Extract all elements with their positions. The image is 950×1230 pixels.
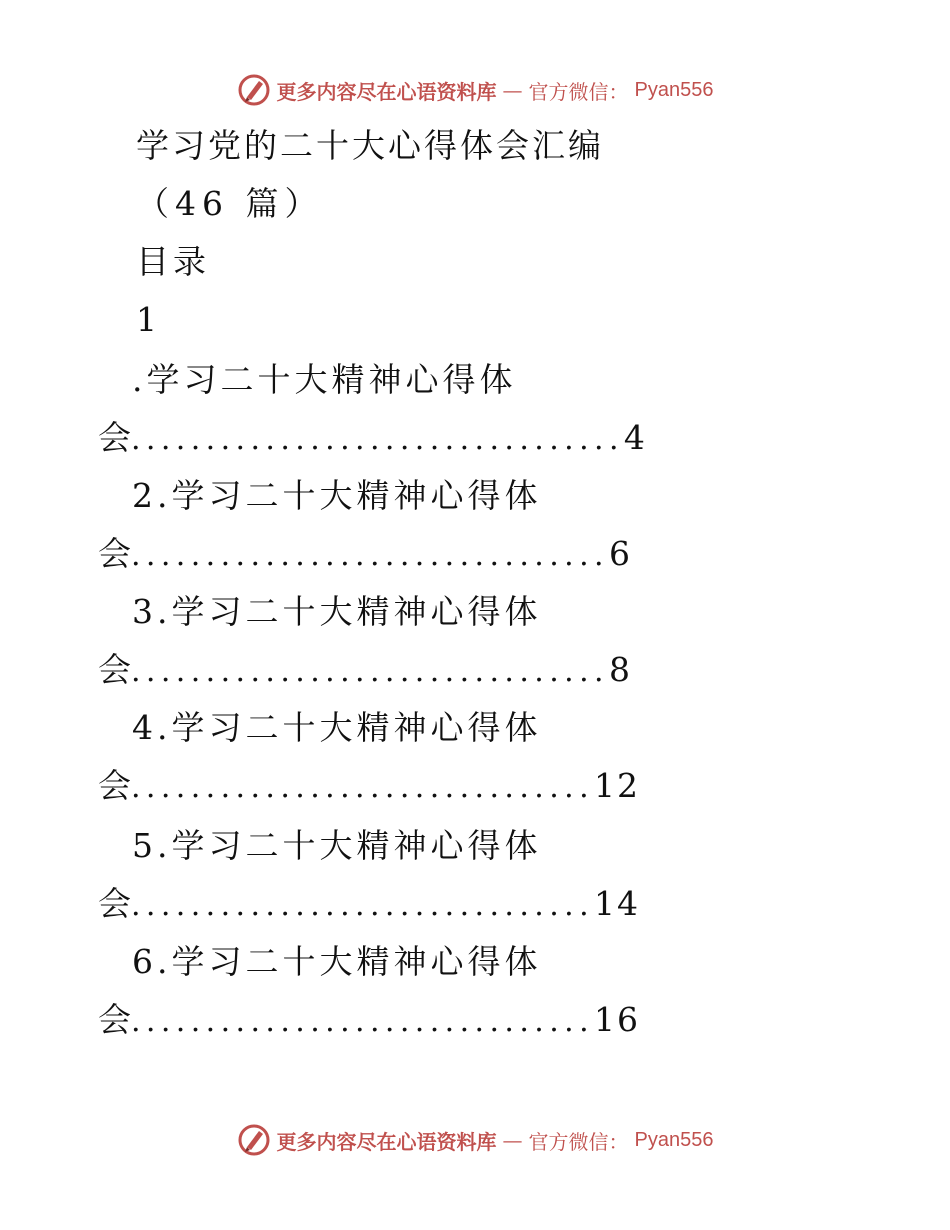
toc-entry-dots: ................................. <box>131 422 624 457</box>
toc-entry-row[interactable] <box>98 766 640 808</box>
toc-entry-row[interactable] <box>98 534 632 576</box>
pen-logo-icon <box>237 73 271 107</box>
toc-entry-row[interactable] <box>98 418 647 460</box>
toc-entry-dots: ............................... <box>131 1004 595 1039</box>
toc-entry-dots: ................................ <box>131 538 609 573</box>
toc-entry-page: 6 <box>608 534 632 573</box>
toc-entry-page: 16 <box>594 1000 641 1039</box>
toc-entry-dots: ............................... <box>131 888 595 923</box>
banner-wechat-id: Pyan556 <box>634 78 714 101</box>
toc-entry-title: 5.学习二十大精神心得体 <box>132 826 542 865</box>
toc-entry-page: 4 <box>623 418 647 457</box>
toc-entry-row[interactable] <box>98 1000 640 1042</box>
toc-entry-title: 4.学习二十大精神心得体 <box>132 708 542 747</box>
pen-logo-icon <box>237 1123 271 1157</box>
toc-first-number: 1 <box>136 300 161 339</box>
toc-entry-title: 3.学习二十大精神心得体 <box>132 592 542 631</box>
toc-entry-lead: 会 <box>98 418 131 457</box>
document-title: 学习党的二十大心得体会汇编 <box>136 126 604 165</box>
toc-entry-page: 8 <box>608 650 632 689</box>
toc-entry-lead: 会 <box>98 534 131 573</box>
toc-entry-page: 14 <box>594 884 641 923</box>
toc-entry-dots: ............................... <box>131 770 595 805</box>
toc-entry-lead: 会 <box>98 650 131 689</box>
header-banner <box>0 70 950 110</box>
toc-entry-page: 12 <box>594 766 641 805</box>
banner-wechat-label: 官方微信： <box>528 79 629 104</box>
toc-entry-title: 2.学习二十大精神心得体 <box>132 476 542 515</box>
toc-entry-title: 6.学习二十大精神心得体 <box>132 942 542 981</box>
toc-entry-lead: 会 <box>98 1000 131 1039</box>
banner-text: 更多内容尽在心语资料库 <box>276 1129 497 1154</box>
banner-text: 更多内容尽在心语资料库 <box>276 79 497 104</box>
toc-entry-row[interactable] <box>98 884 640 926</box>
footer-banner <box>0 1120 950 1160</box>
banner-wechat-label: 官方微信： <box>528 1129 629 1154</box>
toc-entry-title: .学习二十大精神心得体 <box>132 360 517 399</box>
toc-heading: 目录 <box>136 242 210 281</box>
toc-entry-lead: 会 <box>98 884 131 923</box>
banner-separator: — <box>502 1128 523 1152</box>
toc-entry-dots: ................................ <box>131 654 609 689</box>
toc-entry-row[interactable] <box>98 650 632 692</box>
document-subtitle: （46 篇） <box>136 184 324 223</box>
banner-separator: — <box>502 78 523 102</box>
toc-entry-lead: 会 <box>98 766 131 805</box>
banner-wechat-id: Pyan556 <box>634 1128 714 1151</box>
